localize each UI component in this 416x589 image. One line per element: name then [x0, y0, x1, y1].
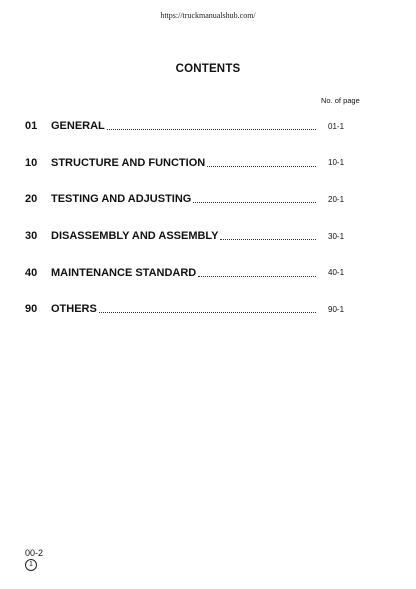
- toc-entry-title: MAINTENANCE STANDARD: [51, 266, 197, 279]
- dot-leader: [207, 166, 316, 167]
- toc-entry-title: GENERAL: [51, 120, 105, 133]
- toc-entry-testing-and-adjusting[interactable]: [25, 181, 353, 218]
- toc-entry-page: 20-1: [328, 194, 345, 204]
- toc-entry-number: 40: [25, 266, 38, 279]
- footer-page-number: 00-2: [25, 548, 44, 558]
- toc-entry-general[interactable]: [25, 108, 353, 145]
- toc-entry-maintenance-standard[interactable]: [25, 254, 353, 291]
- toc-entry-page: 10-1: [328, 158, 345, 168]
- toc-entry-title: DISASSEMBLY AND ASSEMBLY: [51, 230, 219, 243]
- table-of-contents: [25, 108, 353, 328]
- toc-entry-page: 01-1: [328, 121, 345, 131]
- dot-leader: [99, 312, 316, 313]
- revision-mark: 1: [25, 559, 37, 571]
- toc-entry-title: OTHERS: [51, 303, 97, 316]
- toc-entry-page: 40-1: [328, 268, 345, 278]
- toc-entry-structure-and-function[interactable]: [25, 145, 353, 182]
- toc-entry-others[interactable]: [25, 291, 353, 328]
- toc-entry-page: 90-1: [328, 304, 345, 314]
- dot-leader: [198, 276, 316, 277]
- toc-entry-number: 30: [25, 230, 38, 243]
- dot-leader: [107, 129, 316, 130]
- toc-entry-disassembly-and-assembly[interactable]: [25, 218, 353, 255]
- source-url[interactable]: https://truckmanualshub.com/: [160, 11, 256, 20]
- toc-entry-title: STRUCTURE AND FUNCTION: [51, 156, 206, 169]
- toc-entry-number: 20: [25, 193, 38, 206]
- page-title: CONTENTS: [175, 63, 241, 75]
- page-column-header: No. of page: [321, 96, 360, 105]
- toc-entry-number: 10: [25, 156, 38, 169]
- toc-entry-number: 90: [25, 303, 38, 316]
- toc-entry-number: 01: [25, 120, 38, 133]
- dot-leader: [220, 239, 316, 240]
- toc-entry-title: TESTING AND ADJUSTING: [51, 193, 192, 206]
- toc-entry-page: 30-1: [328, 231, 345, 241]
- dot-leader: [193, 202, 316, 203]
